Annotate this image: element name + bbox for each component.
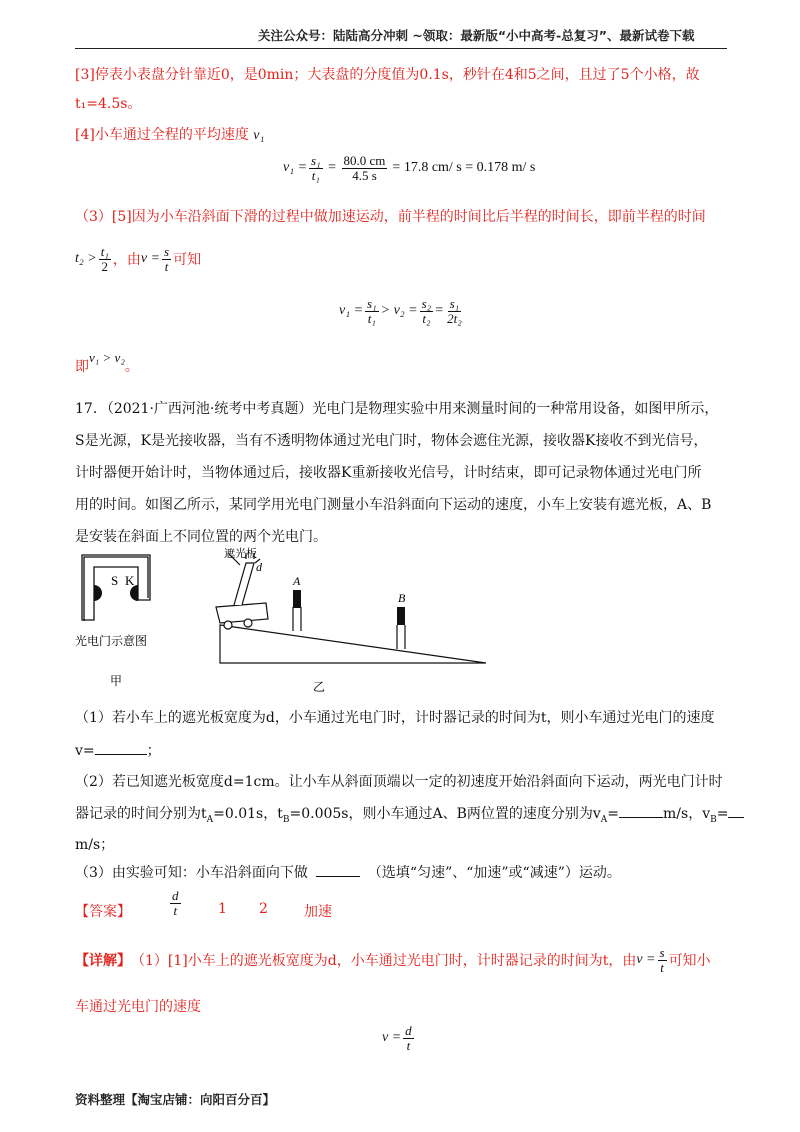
subq-1-line2 [75,740,161,760]
label-gate-a: A [293,574,301,588]
answer-2: 1 [218,901,227,917]
eq1-f2-den: 4.5 s [352,167,377,183]
light-source-s [94,585,102,601]
eq2-frac-d [420,297,434,325]
subq2-c-sub: A [600,814,608,825]
detail-label: 【详解】 [75,953,131,970]
header-divider [75,48,727,49]
gate-a-head [293,590,301,608]
subq1-end: ； [146,743,161,759]
gate-b-head [397,607,405,625]
label-light-board: 遮光板 [224,547,257,560]
detail-eq-v: v = [382,1030,402,1046]
subq-2-line3: m/s； [75,837,115,853]
label-d: d [256,560,262,574]
cart-wheel-rear [244,619,252,627]
eq2-f-num: s₁ [449,296,460,311]
conclusion-end: 。 [124,359,139,375]
detail-line1 [75,946,711,974]
answer-blank-3[interactable] [728,817,744,818]
photogate-caption: 光电门示意图 [75,634,148,648]
solution-conclusion [75,348,139,375]
detail-v-fraction [658,946,667,974]
detail-eq-den: t [406,1037,411,1053]
subq2-b-sub: B [282,814,290,825]
eq1-lhs: v₁ = [283,160,308,176]
step5-t2: t₂ > [75,251,97,267]
q17-line3: 计时器便开始计时，当物体通过后，接收器K重新接收光信号，计时结束，即可记录物体通过光电门所 [75,465,702,481]
q17-line1: 17．（2021·广西河池·统考中考真题）光电门是物理实验中用来测量时间的一种常用设备，如图甲所示， [75,401,719,417]
eq2-d-num: s₂ [421,296,432,311]
incline-slope [220,625,486,663]
subq2-d: = [607,806,620,822]
subq-3 [75,862,621,882]
subq-2-line2 [75,803,744,825]
subq-1-line1: （1）若小车上的遮光板宽度为d，小车通过光电门时，计时器记录的时间为t，则小车通过光电门的速度 [75,710,715,726]
solution-step-3-line2: t₁=4.5s。 [75,96,142,112]
light-shield-board [234,563,254,605]
subq3-suffix: （选填“匀速”、“加速”或“减速”）运动。 [367,865,621,881]
cart-body [216,603,268,623]
detail-v-num: s [659,945,665,960]
answer-blank-1[interactable] [95,754,147,755]
conclusion-math: v₁ > v₂ [89,350,125,365]
step5-half-den: 2 [101,258,109,274]
eq2-b-num: s₁ [367,296,377,311]
detail-eq-num: d [405,1023,412,1038]
eq1-f1-num: s₁ [311,153,321,168]
answer-1-num: d [172,888,179,903]
subq2-c: =0.005s，则小车通过A、B两位置的速度分别为v [289,806,601,822]
eq1-f1-den: t₁ [311,167,320,183]
subq2-e-sub: B [710,814,717,825]
subq2-e: m/s，v [663,806,711,822]
page-footer: 资料整理【淘宝店铺：向阳百分百】 [75,1092,276,1107]
label-s: S [111,573,119,588]
q17-line5: 是安装在斜面上不同位置的两个光电门。 [75,529,327,545]
answer-blank-2[interactable] [619,817,663,818]
equation-average-speed: v₁ = $\frac{\text{s₁}}{\text{t₁}}$ = $\frac{80.0 cm}{4.5 s}$ = 17.8 cm/ s = 0.178 m/ s [283,153,536,183]
step5-end: 可知 [173,252,202,269]
eq1-result: = 17.8 cm/ s = 0.178 m/ s [392,160,536,176]
answer-1 [168,889,183,917]
solution-step-5-line1: （3）[5]因为小车沿斜面下滑的过程中做加速运动，前半程的时间比后半程的时间长，即前半程的时间 [75,209,706,225]
answer-1-den: t [173,902,178,918]
eq2-frac-f [445,297,464,325]
detail-text: （1）[1]小车上的遮光板宽度为d，小车通过光电门时，计时器记录的时间为t，由 [131,953,637,970]
q17-line4: 用的时间。如图乙所示，某同学用光电门测量小车沿斜面向下运动的速度，小车上安装有遮光板，A、B [75,497,712,513]
label-gate-b: B [398,591,406,605]
eq2-c: > v₂ = [380,303,418,319]
equation-speed-compare [339,297,466,325]
step5-v-den: t [164,258,169,274]
subq2-b: =0.01s，t [213,806,283,822]
eq2-f-den: 2t₂ [447,310,462,326]
subq2-a: 器记录的时间分别为t [75,806,207,822]
detail-v-den: t [660,959,664,975]
answer-blank-4[interactable] [316,876,360,877]
figure-label-yi: 乙 [313,680,326,694]
step-4-label: [4]小车通过全程的平均速度 [75,127,249,143]
eq2-e: = [435,303,444,319]
eq1-fraction-values [342,154,388,182]
solution-step-4 [75,124,264,144]
experiment-figure [70,545,490,695]
answer-3: 2 [259,901,268,917]
answer-1-fraction [170,889,181,917]
figure-label-jia: 甲 [110,674,123,688]
eq1-fraction-s-over-t [309,154,323,182]
subq1-prefix: v= [75,743,95,759]
step5-v: v = [140,251,161,267]
step5-half-fraction [99,245,111,273]
detail-v: v = [636,952,656,968]
detail-equation [382,1024,416,1052]
page-header: 关注公众号：陆陆高分冲刺 ~领取：最新版“小中高考-总复习”、最新试卷下载 [258,28,695,43]
eq2-d-den: t₂ [422,310,431,326]
eq2-frac-b [365,297,379,325]
subq2-f: = [716,806,729,822]
detail-line2: 车通过光电门的速度 [75,999,201,1015]
eq2-a: v₁ = [339,303,364,319]
subq2-a-sub: A [206,814,214,825]
photogate-diagram [82,555,150,621]
answer-label: 【答案】 [75,904,131,920]
conclusion-prefix: 即 [75,359,89,375]
subq3-prefix: （3）由实验可知：小车沿斜面向下做 [75,865,308,881]
q17-line2: S是光源，K是光接收器，当有不透明物体通过光电门时，物体会遮住光源，接收器K接收不到光信号， [75,433,708,449]
solution-step-5-line2 [75,245,201,273]
detail-eq-fraction [403,1024,414,1052]
label-k: K [125,573,135,588]
detail-line1-end: 可知小 [668,953,711,970]
step5-v-fraction [162,245,171,273]
cart-wheel-front [224,621,232,629]
subq-2-line1: （2）若已知遮光板宽度d=1cm。让小车从斜面顶端以一定的初速度开始沿斜面向下运动，两光电门计时 [75,774,723,790]
step5-mid: ，由 [112,252,141,269]
step5-half-num: t₁ [100,244,109,259]
solution-step-3-line1: [3]停表小表盘分针靠近0，是0min；大表盘的分度值为0.1s，秒针在4和5之间，且过了5个小格，故 [75,67,700,83]
step-4-symbol: v₁ [253,128,265,143]
eq1-f2-num: 80.0 cm [343,153,386,168]
answer-4: 加速 [304,904,332,920]
step5-v-num: s [164,244,170,259]
eq2-b-den: t₁ [367,310,376,326]
